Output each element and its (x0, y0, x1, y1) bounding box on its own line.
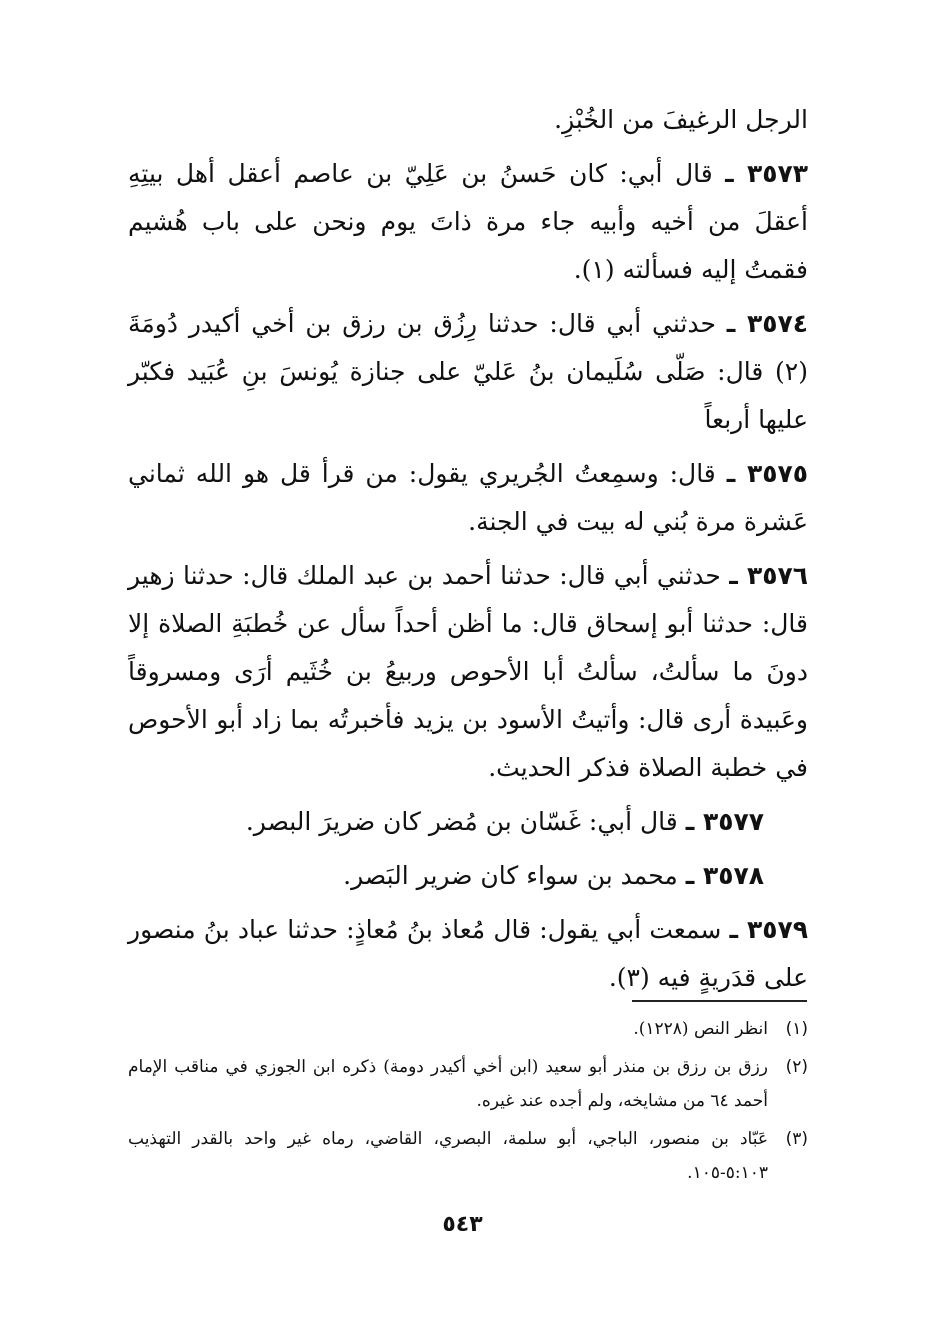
paragraph-3578 (128, 852, 808, 900)
footnote-mark: (٢) (785, 1057, 808, 1077)
entry-number: ٣٥٧٩ ـ (729, 915, 808, 944)
paragraph-text: قال أبي: كان حَسنُ بن عَلِيّ بن عاصم أعقل أهل بيتِهِ أعقلَ من أخيه وأبيه جاء مرة ذاتَ يوم ونحن على باب هُشيم فقمتُ إليه فسألته (١). (128, 159, 808, 284)
paragraph-text: الرجل الرغيفَ من الخُبْزِ. (554, 105, 808, 134)
paragraph-text: سمعت أبي يقول: قال مُعاذ بنُ مُعاذٍ: حدثنا عباد بنُ منصور على قدَريةٍ فيه (٣). (128, 915, 808, 992)
footnote-mark: (١) (785, 1019, 808, 1039)
entry-number: ٣٥٧٧ ـ (685, 807, 764, 836)
paragraph-text: حدثني أبي قال: حدثنا رِزُق بن رزق بن أخي أكيدر دُومَةَ (٢) قال: صَلّى سُلَيمان بنُ عَليّ على جنازة يُونسَ بنِ عُبَيد فكبّر عليها أربعاً (128, 309, 808, 434)
footnotes (128, 1012, 808, 1194)
paragraph-text: حدثني أبي قال: حدثنا أحمد بن عبد الملك قال: حدثنا زهير قال: حدثنا أبو إسحاق قال: ما أظن أحداً سأل عن خُطبَةِ الصلاة إلا دونَ ما سألتُ، سألتُ أبا الأحوص وربيعُ بن خُثَيم أرَى ومسروقاً وعَبيدة أرى قال: وأتيتُ الأسود بن يزيد فأخبرتُه بما زاد أبو الأحوص في خطبة الصلاة فذكر الحديث. (128, 561, 808, 782)
body-text (128, 96, 808, 1008)
entry-number: ٣٥٧٥ ـ (726, 459, 808, 488)
paragraph-3575 (128, 450, 808, 546)
entry-number: ٣٥٧٤ ـ (726, 309, 808, 338)
footnote-text: عَبّاد بن منصور، الباجي، أبو سلمة، البصري، القاضي، رماه غير واحد بالقدر التهذيب ٥:١٠٣-١٠٥. (128, 1129, 768, 1183)
paragraph-3577 (128, 798, 808, 846)
paragraph-3574 (128, 300, 808, 444)
entry-number: ٣٥٧٦ ـ (729, 561, 808, 590)
footnote-text: رزق بن رزق بن منذر أبو سعيد (ابن أخي أكيدر دومة) ذكره ابن الجوزي في مناقب الإمام أحمد ٦٤ من مشايخه، ولم أجده عند غيره. (128, 1057, 768, 1111)
footnote-1 (128, 1012, 808, 1046)
footnote-text: انظر النص (١٢٢٨). (633, 1019, 768, 1039)
paragraph-text: محمد بن سواء كان ضرير البَصر. (343, 861, 686, 890)
paragraph-text: قال أبي: غَسّان بن مُضر كان ضريرَ البصر. (245, 807, 686, 836)
footnote-divider (632, 1000, 807, 1002)
paragraph-text: قال: وسمِعتُ الجُريري يقول: من قرأ قل هو الله ثماني عَشرة مرة بُني له بيت في الجنة. (128, 459, 808, 536)
paragraph-3576 (128, 552, 808, 792)
paragraph-3579 (128, 906, 808, 1002)
entry-number: ٣٥٧٨ ـ (685, 861, 764, 890)
footnote-3 (128, 1122, 808, 1190)
paragraph-continuation (128, 96, 808, 144)
paragraph-3573 (128, 150, 808, 294)
footnote-mark: (٣) (785, 1129, 808, 1149)
entry-number: ٣٥٧٣ ـ (725, 159, 808, 188)
footnote-2 (128, 1050, 808, 1118)
page-number: ٥٤٣ (442, 1212, 483, 1237)
